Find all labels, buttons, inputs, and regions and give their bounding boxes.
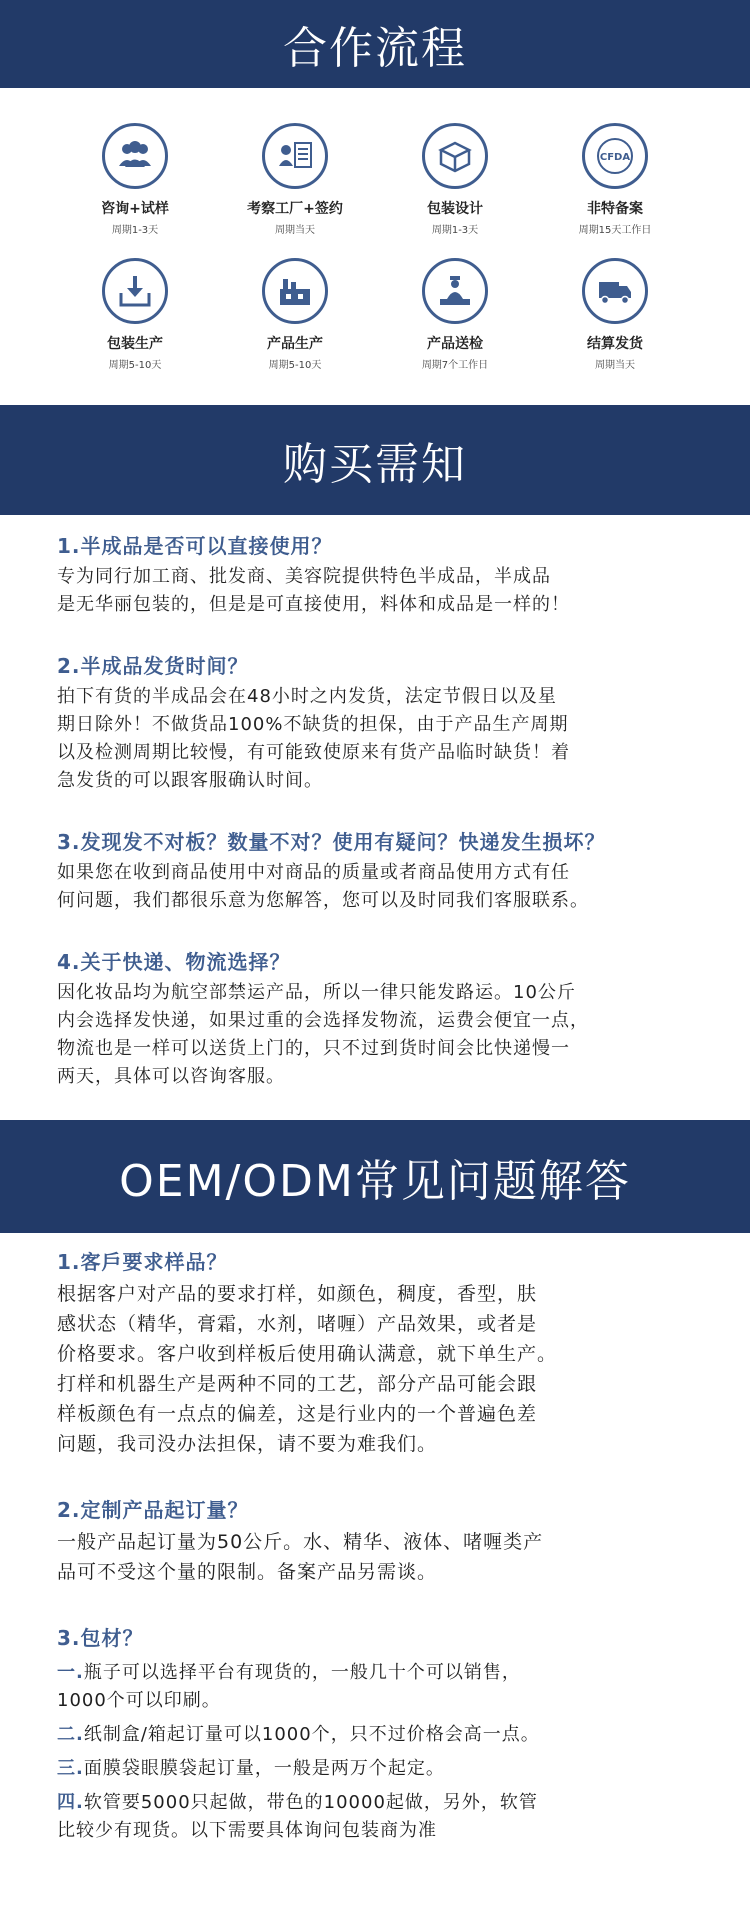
faq-question: 1.客戶要求样品？	[57, 1250, 228, 1274]
people-icon	[102, 123, 168, 189]
step-title: 结算发货	[587, 336, 643, 352]
step-period: 周期当天	[595, 360, 635, 371]
faq-answer-line: 品可不受这个量的限制。备案产品另需谈。	[57, 1561, 438, 1583]
truck-icon	[582, 258, 648, 324]
faq-answer-line: 一般产品起订量为50公斤。水、精华、液体、啫喱类产	[57, 1531, 544, 1553]
faq-question: 3.发现发不对板？数量不对？使用有疑问？快递发生损坏？	[57, 830, 606, 854]
faq-answer-line: 价格要求。客户收到样板后使用确认满意，就下单生产。	[57, 1343, 558, 1365]
packaging-sub-tag: 三.	[57, 1758, 84, 1779]
faq-answer-line: 内会选择发快递，如果过重的会选择发物流，运费会便宜一点，	[57, 1010, 589, 1031]
step-period: 周期15天工作日	[578, 225, 652, 236]
process-section	[0, 88, 750, 405]
step-title: 非特备案	[587, 201, 643, 217]
step-title: 包装生产	[107, 336, 163, 352]
packaging-sub	[57, 1721, 750, 1749]
faq-question: 3.包材？	[57, 1626, 144, 1650]
packaging-sub	[57, 1789, 750, 1845]
faq-item	[57, 825, 750, 915]
faq-question: 2.半成品发货时间？	[57, 654, 249, 678]
process-step	[220, 253, 370, 378]
packaging-sub-line: 面膜袋眼膜袋起订量，一般是两万个起定。	[83, 1758, 445, 1779]
notice-title: 购买需知	[283, 439, 467, 490]
faq-answer-line: 根据客户对产品的要求打样，如颜色，稠度，香型，肤	[57, 1283, 538, 1305]
packaging-sub-line: 纸制盒/箱起订量可以1000个，只不过价格会高一点。	[83, 1724, 540, 1745]
process-step	[60, 118, 210, 243]
notice-banner	[0, 405, 750, 515]
faq-answer-line: 因化妆品均为航空部禁运产品，所以一律只能发路运。10公斤	[57, 982, 576, 1003]
contract-icon	[262, 123, 328, 189]
process-grid	[60, 118, 690, 378]
box-design-icon	[422, 123, 488, 189]
faq-answer-line: 是无华丽包装的，但是是可直接使用，料体和成品是一样的！	[57, 594, 570, 615]
packaging-sub	[57, 1659, 750, 1715]
faq-item	[57, 1245, 750, 1459]
process-step	[380, 253, 530, 378]
faq-answer-line: 样板颜色有一点点的偏差，这是行业内的一个普遍色差	[57, 1403, 538, 1425]
faq-answer-line: 急发货的可以跟客服确认时间。	[57, 770, 323, 791]
packaging-sub	[57, 1755, 750, 1783]
faq-answer-line: 专为同行加工商、批发商、美容院提供特色半成品，半成品	[57, 566, 551, 587]
step-period: 周期1-3天	[431, 225, 479, 236]
faq-item	[57, 529, 750, 619]
packaging-sub-line: 1000个可以印刷。	[57, 1690, 221, 1711]
process-step	[540, 253, 690, 378]
faq-answer-line: 如果您在收到商品使用中对商品的质量或者商品使用方式有任	[57, 862, 570, 883]
notice-section	[0, 515, 750, 1120]
step-period: 周期当天	[275, 225, 315, 236]
step-title: 包装设计	[427, 201, 483, 217]
step-title: 考察工厂+签约	[247, 201, 343, 217]
faq-answer-line: 物流也是一样可以送货上门的，只不过到货时间会比快递慢一	[57, 1038, 570, 1059]
oem-section	[0, 1233, 750, 1911]
cfda-text: CFDA	[599, 152, 631, 163]
faq-item-packaging	[57, 1621, 750, 1845]
packaging-sub-tag: 四.	[57, 1792, 84, 1813]
faq-answer-line: 打样和机器生产是两种不同的工艺，部分产品可能会跟	[57, 1373, 538, 1395]
faq-item	[57, 945, 750, 1091]
packaging-sub-tag: 二.	[57, 1724, 84, 1745]
packaging-sub-line: 比较少有现货。以下需要具体询问包装商为准	[57, 1820, 437, 1841]
step-period: 周期5-10天	[268, 360, 322, 371]
faq-answer-line: 期日除外！不做货品100%不缺货的担保，由于产品生产周期	[57, 714, 569, 735]
cfda-icon	[582, 123, 648, 189]
process-step	[220, 118, 370, 243]
oem-title: OEM/ODM常见问题解答	[119, 1155, 631, 1207]
packaging-sub-line: 软管要5000只起做，带色的10000起做，另外，软管	[83, 1792, 538, 1813]
faq-question: 4.关于快递、物流选择？	[57, 950, 291, 974]
process-step	[540, 118, 690, 243]
inspector-icon	[422, 258, 488, 324]
step-title: 咨询+试样	[101, 201, 169, 217]
faq-answer-line: 两天，具体可以咨询客服。	[57, 1066, 285, 1087]
faq-answer-line: 感状态（精华，膏霜，水剂，啫喱）产品效果，或者是	[57, 1313, 538, 1335]
download-tray-icon	[102, 258, 168, 324]
step-title: 产品生产	[267, 336, 323, 352]
faq-item	[57, 1493, 750, 1587]
faq-answer-line: 以及检测周期比较慢，有可能致使原来有货产品临时缺货！着	[57, 742, 570, 763]
packaging-sub-line: 瓶子可以选择平台有现货的，一般几十个可以销售，	[83, 1662, 521, 1683]
oem-banner	[0, 1120, 750, 1233]
faq-answer-line: 何问题，我们都很乐意为您解答，您可以及时同我们客服联系。	[57, 890, 589, 911]
step-title: 产品送检	[427, 336, 483, 352]
packaging-sub-tag: 一.	[57, 1662, 84, 1683]
step-period: 周期1-3天	[111, 225, 159, 236]
step-period: 周期5-10天	[108, 360, 162, 371]
factory-icon	[262, 258, 328, 324]
process-step	[60, 253, 210, 378]
faq-item	[57, 649, 750, 795]
faq-answer-line: 问题，我司没办法担保，请不要为难我们。	[57, 1433, 438, 1455]
process-title: 合作流程	[283, 23, 467, 74]
faq-question: 1.半成品是否可以直接使用？	[57, 534, 333, 558]
faq-question: 2.定制产品起订量？	[57, 1498, 249, 1522]
process-banner	[0, 0, 750, 88]
faq-answer-line: 拍下有货的半成品会在48小时之内发货，法定节假日以及星	[57, 686, 557, 707]
step-period: 周期7个工作日	[421, 360, 489, 371]
process-step	[380, 118, 530, 243]
